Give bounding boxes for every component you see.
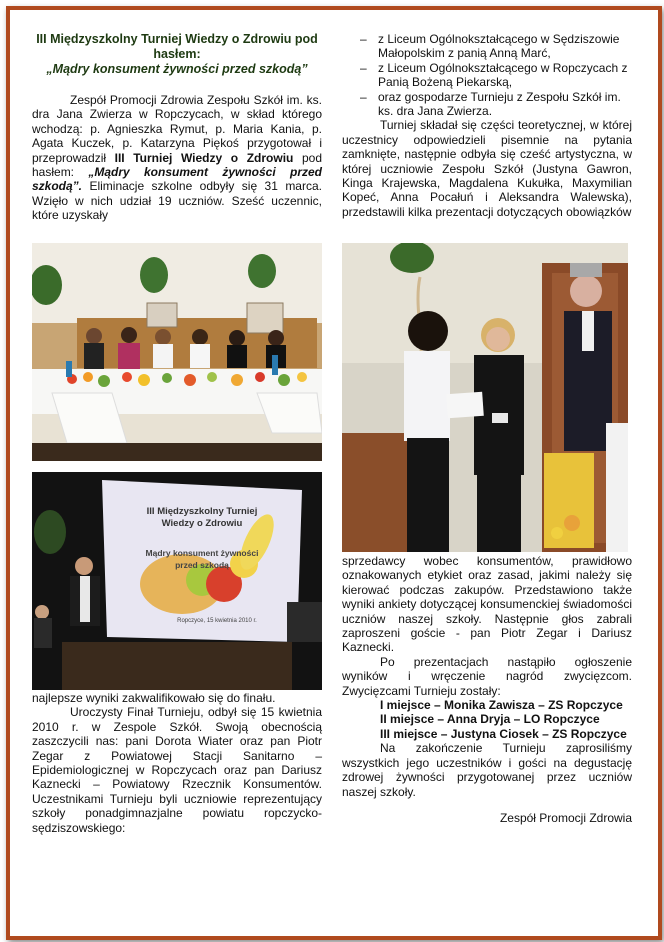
photo-award-ceremony	[342, 243, 628, 552]
winner-1: I miejsce – Monika Zawisza – ZS Ropczyce	[380, 698, 623, 713]
photo-presentation-image	[32, 472, 322, 690]
title-line-2: „Mądry konsument żywności przed szkodą”	[46, 62, 308, 76]
photo-presentation	[32, 472, 322, 690]
right-column	[342, 32, 632, 219]
list-item: – z Liceum Ogólnokształcącego w Ropczycach z Panią Bożeną Piekarską,	[360, 60, 628, 90]
slide-subtitle-line-2: przed szkodą	[175, 560, 229, 570]
signature: Zespół Promocji Zdrowia	[499, 810, 632, 825]
paragraph-intro-cont: najlepsze wyniki zakwalifikowało się do finału.	[32, 691, 276, 705]
slide-date: Ropczyce, 15 kwietnia 2010 r.	[177, 618, 257, 624]
left-column	[32, 32, 322, 223]
left-column-continued	[32, 691, 322, 835]
right-column-continued	[342, 554, 632, 825]
paragraph-tournament-cont: sprzedawcy wobec konsumentów, prawidłowo oznakowanych etykiet oraz zasad, jakimi należy się kierować podczas zakupów. Przedstawiono także wyniki ankiety dotyczącej konsumenckiej świadomości uczniów naszej szkoły. Następnie głos zabrali zaproszeni goście - pan Piotr Zegar i Dariusz Kaznecki.	[342, 554, 632, 655]
winner-3: III miejsce – Justyna Ciosek – ZS Ropczyce	[380, 726, 627, 741]
paragraph-results: Po prezentacjach nastąpiło ogłoszenie wyników i wręczenie nagród zwycięzcom. Zwycięzcami Turnieju zostały:	[342, 654, 632, 698]
title-line-1: III Międzyszkolny Turniej Wiedzy o Zdrowiu pod hasłem:	[36, 32, 318, 61]
photo-award-ceremony-image	[342, 243, 628, 552]
participant-schools-list	[342, 32, 632, 118]
list-item: – z Liceum Ogólnokształcącego w Sędziszowie Małopolskim z panią Anną Marć,	[360, 32, 620, 61]
article-title	[32, 32, 322, 77]
winner-2: II miejsce – Anna Dryja – LO Ropczyce	[380, 712, 600, 727]
slide-title-line-2: Wiedzy o Zdrowiu	[161, 518, 243, 529]
paragraph-final: Uroczysty Finał Turnieju, odbył się 15 kwietnia 2010 r. w Zespole Szkół. Swoją obecnością zaszczycili nas: pani Dorota Wiater oraz pan Piotr Zegar z Powiatowej Stacji Sanitarno – Epidemiologicznej w Ropczycach oraz pan Dariusz Kaznecki – Powiatowy Rzecznik Konsumentów. Uczestnikami Turnieju byli uczniowie reprezentujący szkoły ponadgimnazjalne powiatu ropczycko-sędziszowskiego:	[32, 705, 322, 835]
photo-students-table	[32, 243, 322, 461]
slide-title-line-1: III Międzyszkolny Turniej	[146, 506, 258, 517]
paragraph-intro: Zespół Promocji Zdrowia Zespołu Szkół im. ks. dra Jana Zwierza w Ropczycach, w skład którego wchodzą: p. Agnieszka Rymut, p. Maria Kania, p. Agata Kuczek, p. Katarzyna Piękoś przygotował i przeprowadził III Turniej Wiedzy o Zdrowiu pod hasłem: „Mądry konsument żywności przed szkodą”. Eliminacje szkolne odbyły się 31 marca. Wzięło w nich udział 19 uczniów. Sześć uczennic, które uzyskały	[32, 93, 322, 223]
photo-students-table-image	[32, 243, 322, 461]
paragraph-tournament: Turniej składał się części teoretycznej, w której uczestnicy odpowiedzieli pisemnie na pytania zamknięte, następnie odbyła się cześć artystyczna, w której uczniowie Zespołu Szkół (Justyna Gawron, Kinga Krajewska, Magdalena Kukułka, Maxymilian Kopeć, Anna Pocałuń i Aleksandra Walewska), przedstawili kilka prezentacji dotyczących obowiązków	[342, 118, 632, 219]
list-item: – oraz gospodarze Turnieju z Zespołu Szkół im. ks. dra Jana Zwierza.	[360, 89, 621, 119]
slide-subtitle-line-1: Mądry konsument żywności	[145, 548, 259, 558]
paragraph-closing: Na zakończenie Turnieju zaprosiliśmy wszystkich jego uczestników i gości na degustację zdrowej żywności przygotowanej przez uczniów naszej szkoły.	[342, 741, 632, 799]
winners-list	[342, 698, 632, 741]
